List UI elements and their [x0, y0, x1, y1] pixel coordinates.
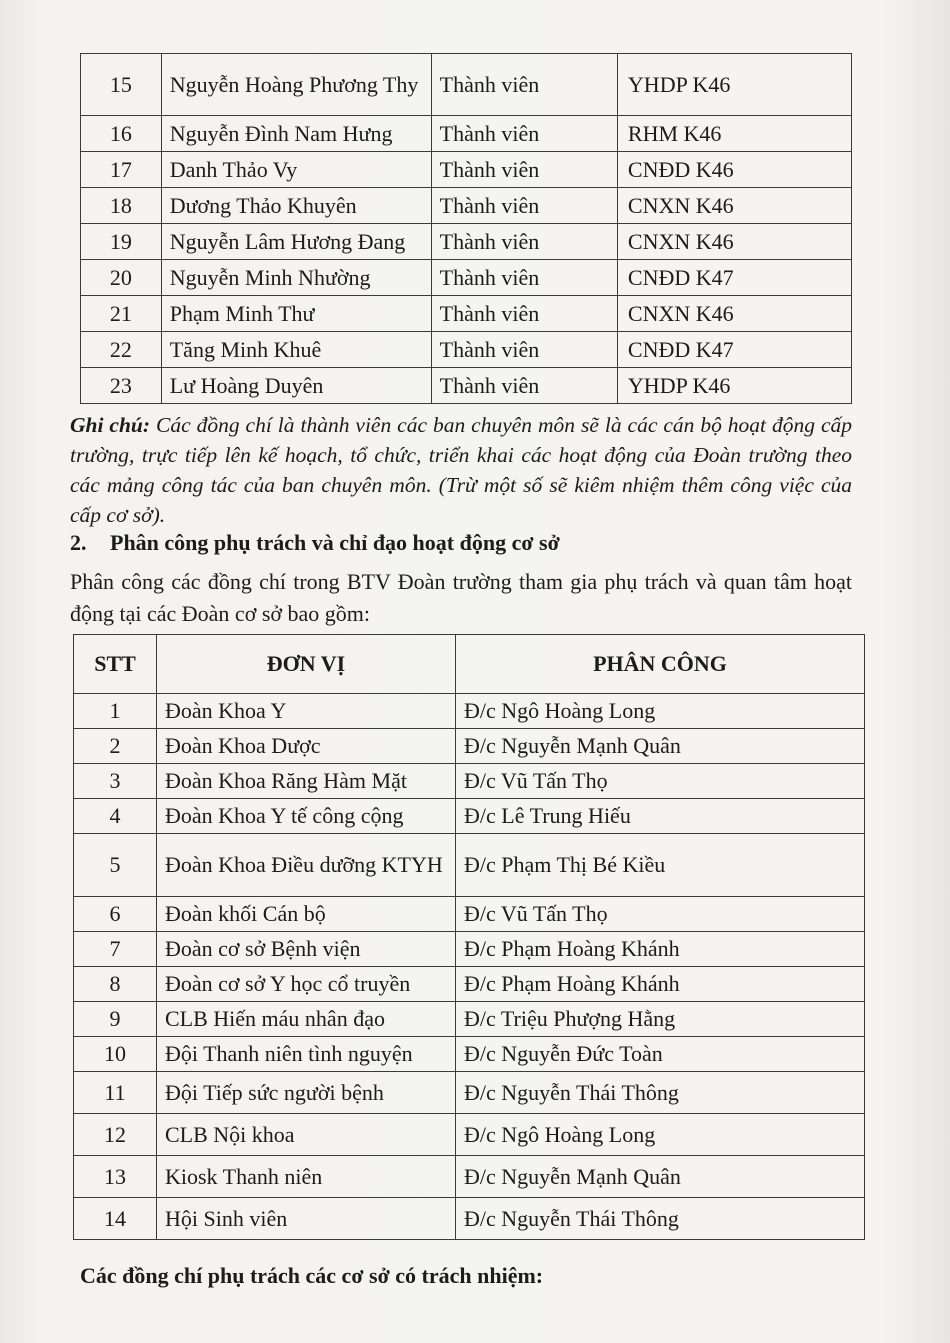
- table-row: [74, 799, 865, 834]
- assign-unit: Đoàn Khoa Dược: [157, 729, 456, 764]
- member-stt: 21: [81, 296, 162, 332]
- assign-person: Đ/c Phạm Thị Bé Kiều: [456, 834, 865, 897]
- assign-unit: CLB Hiến máu nhân đạo: [157, 1002, 456, 1037]
- table-row: [74, 1072, 865, 1114]
- table-row: [81, 152, 852, 188]
- member-stt: 20: [81, 260, 162, 296]
- assign-person: Đ/c Nguyễn Thái Thông: [456, 1198, 865, 1240]
- assign-person: Đ/c Phạm Hoàng Khánh: [456, 932, 865, 967]
- assign-unit: Đoàn cơ sở Bệnh viện: [157, 932, 456, 967]
- member-name: Nguyễn Đình Nam Hưng: [161, 116, 431, 152]
- assign-stt: 5: [74, 834, 157, 897]
- assign-person: Đ/c Lê Trung Hiếu: [456, 799, 865, 834]
- assign-stt: 4: [74, 799, 157, 834]
- assign-unit: CLB Nội khoa: [157, 1114, 456, 1156]
- assign-stt: 6: [74, 897, 157, 932]
- member-name: Lư Hoàng Duyên: [161, 368, 431, 404]
- member-unit: CNXN K46: [617, 224, 851, 260]
- footer-text: Các đồng chí phụ trách các cơ sở có trách nhiệm:: [80, 1263, 544, 1288]
- table-row: [74, 1037, 865, 1072]
- assign-stt: 7: [74, 932, 157, 967]
- header-stt: STT: [74, 635, 157, 694]
- table-row: [74, 834, 865, 897]
- note-paragraph: [70, 410, 852, 530]
- member-role: Thành viên: [431, 224, 617, 260]
- assign-unit: Đoàn Khoa Y tế công cộng: [157, 799, 456, 834]
- member-name: Dương Thảo Khuyên: [161, 188, 431, 224]
- assign-unit: Đội Thanh niên tình nguyện: [157, 1037, 456, 1072]
- assign-stt: 8: [74, 967, 157, 1002]
- assignment-table-head: [74, 635, 865, 694]
- table-row: [81, 116, 852, 152]
- member-unit: CNĐD K47: [617, 332, 851, 368]
- assign-person: Đ/c Phạm Hoàng Khánh: [456, 967, 865, 1002]
- assign-unit: Đoàn cơ sở Y học cổ truyền: [157, 967, 456, 1002]
- table-row: [81, 188, 852, 224]
- table-row: [81, 332, 852, 368]
- members-table-body: [81, 54, 852, 404]
- assign-unit: Đội Tiếp sức người bệnh: [157, 1072, 456, 1114]
- member-stt: 23: [81, 368, 162, 404]
- member-role: Thành viên: [431, 54, 617, 116]
- assign-person: Đ/c Nguyễn Đức Toàn: [456, 1037, 865, 1072]
- member-unit: CNXN K46: [617, 188, 851, 224]
- table-row: [81, 368, 852, 404]
- member-name: Danh Thảo Vy: [161, 152, 431, 188]
- assign-stt: 12: [74, 1114, 157, 1156]
- member-role: Thành viên: [431, 188, 617, 224]
- assign-unit: Hội Sinh viên: [157, 1198, 456, 1240]
- table-row: [81, 260, 852, 296]
- assign-person: Đ/c Nguyễn Mạnh Quân: [456, 729, 865, 764]
- member-unit: CNĐD K47: [617, 260, 851, 296]
- member-name: Nguyễn Minh Nhường: [161, 260, 431, 296]
- table-row: [74, 1002, 865, 1037]
- assign-person: Đ/c Vũ Tấn Thọ: [456, 897, 865, 932]
- assign-stt: 3: [74, 764, 157, 799]
- assign-person: Đ/c Vũ Tấn Thọ: [456, 764, 865, 799]
- assign-unit: Đoàn Khoa Răng Hàm Mặt: [157, 764, 456, 799]
- table-row: [74, 729, 865, 764]
- note-label: Ghi chú:: [70, 413, 151, 437]
- section-title: Phân công phụ trách và chỉ đạo hoạt động cơ sở: [110, 530, 560, 555]
- assign-stt: 10: [74, 1037, 157, 1072]
- table-row: [74, 1198, 865, 1240]
- table-row: [74, 694, 865, 729]
- member-stt: 17: [81, 152, 162, 188]
- assignment-header-row: [74, 635, 865, 694]
- member-role: Thành viên: [431, 368, 617, 404]
- header-unit: ĐƠN VỊ: [157, 635, 456, 694]
- member-role: Thành viên: [431, 116, 617, 152]
- member-stt: 18: [81, 188, 162, 224]
- assign-stt: 14: [74, 1198, 157, 1240]
- assign-unit: Đoàn Khoa Điều dưỡng KTYH: [157, 834, 456, 897]
- member-stt: 19: [81, 224, 162, 260]
- member-name: Nguyễn Hoàng Phương Thy: [161, 54, 431, 116]
- member-role: Thành viên: [431, 152, 617, 188]
- table-row: [81, 296, 852, 332]
- table-row: [74, 1156, 865, 1198]
- assign-unit: Kiosk Thanh niên: [157, 1156, 456, 1198]
- table-row: [81, 224, 852, 260]
- table-row: [74, 1114, 865, 1156]
- member-name: Nguyễn Lâm Hương Đang: [161, 224, 431, 260]
- members-table: [80, 53, 852, 404]
- member-role: Thành viên: [431, 260, 617, 296]
- assign-stt: 2: [74, 729, 157, 764]
- table-row: [74, 764, 865, 799]
- table-row: [74, 897, 865, 932]
- section-intro: Phân công các đồng chí trong BTV Đoàn trường tham gia phụ trách và quan tâm hoạt động tại các Đoàn cơ sở bao gồm:: [70, 569, 852, 626]
- table-row: [74, 967, 865, 1002]
- assign-stt: 1: [74, 694, 157, 729]
- member-name: Phạm Minh Thư: [161, 296, 431, 332]
- assign-person: Đ/c Nguyễn Mạnh Quân: [456, 1156, 865, 1198]
- note-text: Các đồng chí là thành viên các ban chuyên môn sẽ là các cán bộ hoạt động cấp trường, trực tiếp lên kế hoạch, tổ chức, triển khai các hoạt động của Đoàn trường theo các mảng công tác của ban chuyên môn. (Trừ một số sẽ kiêm nhiệm thêm công việc của cấp cơ sở).: [70, 413, 852, 527]
- member-unit: YHDP K46: [617, 54, 851, 116]
- assign-person: Đ/c Ngô Hoàng Long: [456, 1114, 865, 1156]
- assign-stt: 11: [74, 1072, 157, 1114]
- table-row: [81, 54, 852, 116]
- assign-unit: Đoàn Khoa Y: [157, 694, 456, 729]
- member-role: Thành viên: [431, 296, 617, 332]
- member-stt: 22: [81, 332, 162, 368]
- assignment-table: [73, 634, 865, 1240]
- assignment-table-body: [74, 694, 865, 1240]
- member-stt: 15: [81, 54, 162, 116]
- assign-stt: 13: [74, 1156, 157, 1198]
- assign-person: Đ/c Triệu Phượng Hằng: [456, 1002, 865, 1037]
- assign-person: Đ/c Ngô Hoàng Long: [456, 694, 865, 729]
- table-row: [74, 932, 865, 967]
- member-unit: CNXN K46: [617, 296, 851, 332]
- member-unit: YHDP K46: [617, 368, 851, 404]
- assign-person: Đ/c Nguyễn Thái Thông: [456, 1072, 865, 1114]
- assign-stt: 9: [74, 1002, 157, 1037]
- section-number: 2.: [70, 530, 87, 555]
- member-unit: CNĐD K46: [617, 152, 851, 188]
- header-person: PHÂN CÔNG: [456, 635, 865, 694]
- section-heading: [70, 530, 560, 556]
- assign-unit: Đoàn khối Cán bộ: [157, 897, 456, 932]
- member-role: Thành viên: [431, 332, 617, 368]
- member-stt: 16: [81, 116, 162, 152]
- member-unit: RHM K46: [617, 116, 851, 152]
- member-name: Tăng Minh Khuê: [161, 332, 431, 368]
